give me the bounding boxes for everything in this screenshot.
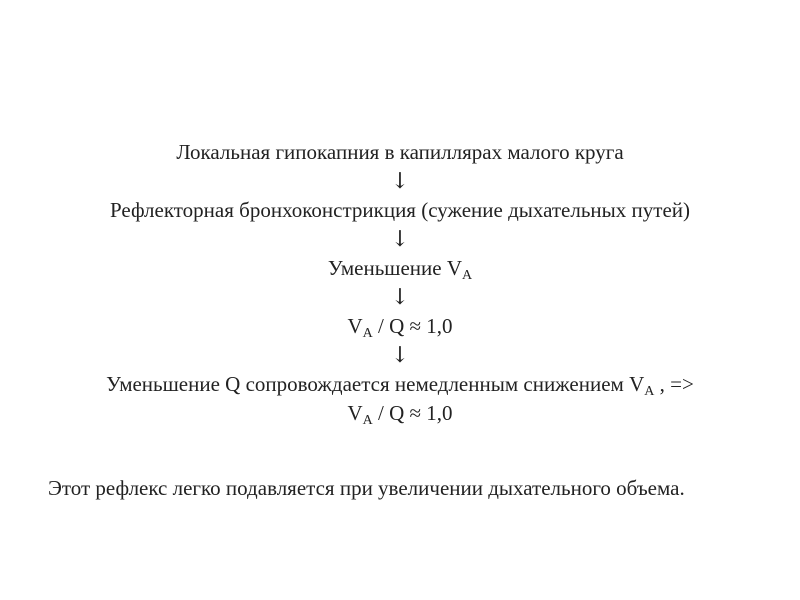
- subscript-a: A: [362, 413, 373, 428]
- reflex-note: Этот рефлекс легко подавляется при увеличении дыхательного объема.: [48, 476, 685, 500]
- step-local-hypocapnia: Локальная гипокапния в капиллярах малого круга: [176, 140, 624, 164]
- step-decrease-q-text: Уменьшение Q сопровождается немедленным снижением V: [106, 372, 645, 396]
- down-arrow-icon: ↓: [390, 285, 410, 310]
- step-decrease-q: [40, 370, 760, 399]
- ratio-value: / Q ≈ 1,0: [372, 401, 453, 425]
- step-ratio: [40, 312, 760, 341]
- down-arrow-icon: ↓: [390, 343, 410, 368]
- step-decrease-va: [40, 254, 760, 283]
- subscript-a: A: [462, 268, 473, 283]
- ratio-value: / Q ≈ 1,0: [372, 314, 453, 338]
- subscript-a: A: [362, 326, 373, 341]
- step-decrease-q-tail: , =>: [654, 372, 694, 396]
- subscript-a: A: [644, 384, 655, 399]
- step-bronchoconstriction: Рефлекторная бронхоконстрикция (сужение дыхательных путей): [109, 198, 690, 222]
- ratio-v: V: [347, 401, 363, 425]
- down-arrow-icon: ↓: [390, 227, 410, 252]
- step-ratio-result: [40, 399, 760, 428]
- step-decrease-va-text: Уменьшение V: [327, 256, 463, 280]
- ratio-v: V: [347, 314, 363, 338]
- reflex-flowchart: [40, 138, 760, 428]
- down-arrow-icon: ↓: [390, 169, 410, 194]
